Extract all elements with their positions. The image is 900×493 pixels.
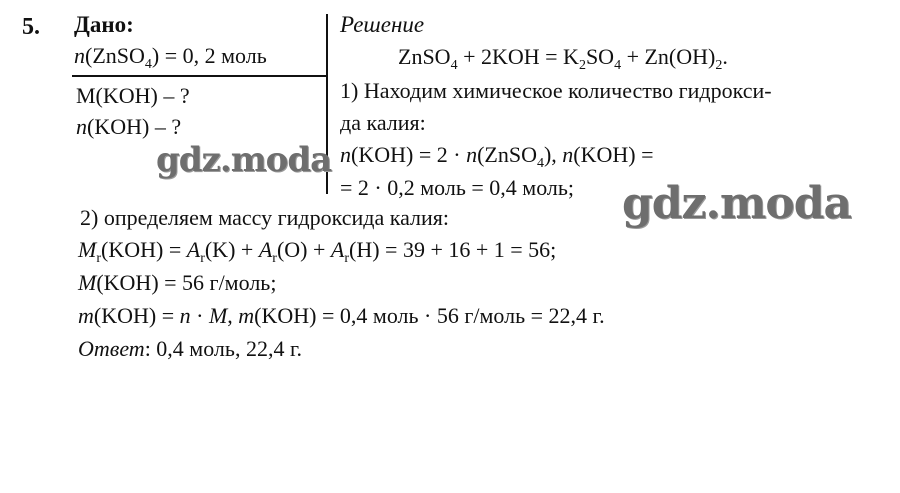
problem-number: 5.: [22, 14, 40, 40]
find-amount: n(KOH) – ?: [76, 114, 182, 139]
step1-line4: = 2 · 0,2 моль = 0,4 моль;: [340, 175, 575, 200]
step2-line4: m(KOH) = n · M, m(KOH) = 0,4 моль · 56 г/моль = 22,4 г.: [78, 303, 605, 328]
step2-line1: 2) определяем массу гидроксида калия:: [80, 205, 450, 230]
watermark-right: gdz.moda: [622, 178, 852, 229]
reaction-equation: ZnSO$_4$ + $2KOH = K_2SO_4 + Zn(OH)_2$.: [398, 44, 728, 73]
answer-label: Ответ: [78, 336, 145, 361]
given-quantity: n(ZnSO$_4$) = 0, 2 моль: [74, 43, 267, 72]
solution-title: Решение: [340, 12, 425, 37]
answer-line: [78, 336, 302, 362]
find-molar-mass: M(KOH) – ?: [76, 83, 190, 108]
step1-line1: 1) Находим химическое количество гидрокси-: [340, 78, 772, 103]
step2-line2: $M_r(KOH) = A_r(K) + A_r(O) + A_r(H) = 39 + 16 + 1 = 56$;: [78, 237, 557, 266]
step1-line2: да калия:: [340, 110, 426, 135]
watermark-left: gdz.moda: [156, 140, 332, 180]
step1-line3: n(KOH) = 2 · n(ZnSO$_4$), n(KOH) =: [340, 142, 654, 171]
step2-line3: M(KOH) = 56 г/моль;: [78, 270, 277, 295]
answer-text: : 0,4 моль, 22,4 г.: [144, 336, 302, 361]
given-title: Дано:: [74, 12, 134, 37]
given-divider: [72, 75, 328, 77]
